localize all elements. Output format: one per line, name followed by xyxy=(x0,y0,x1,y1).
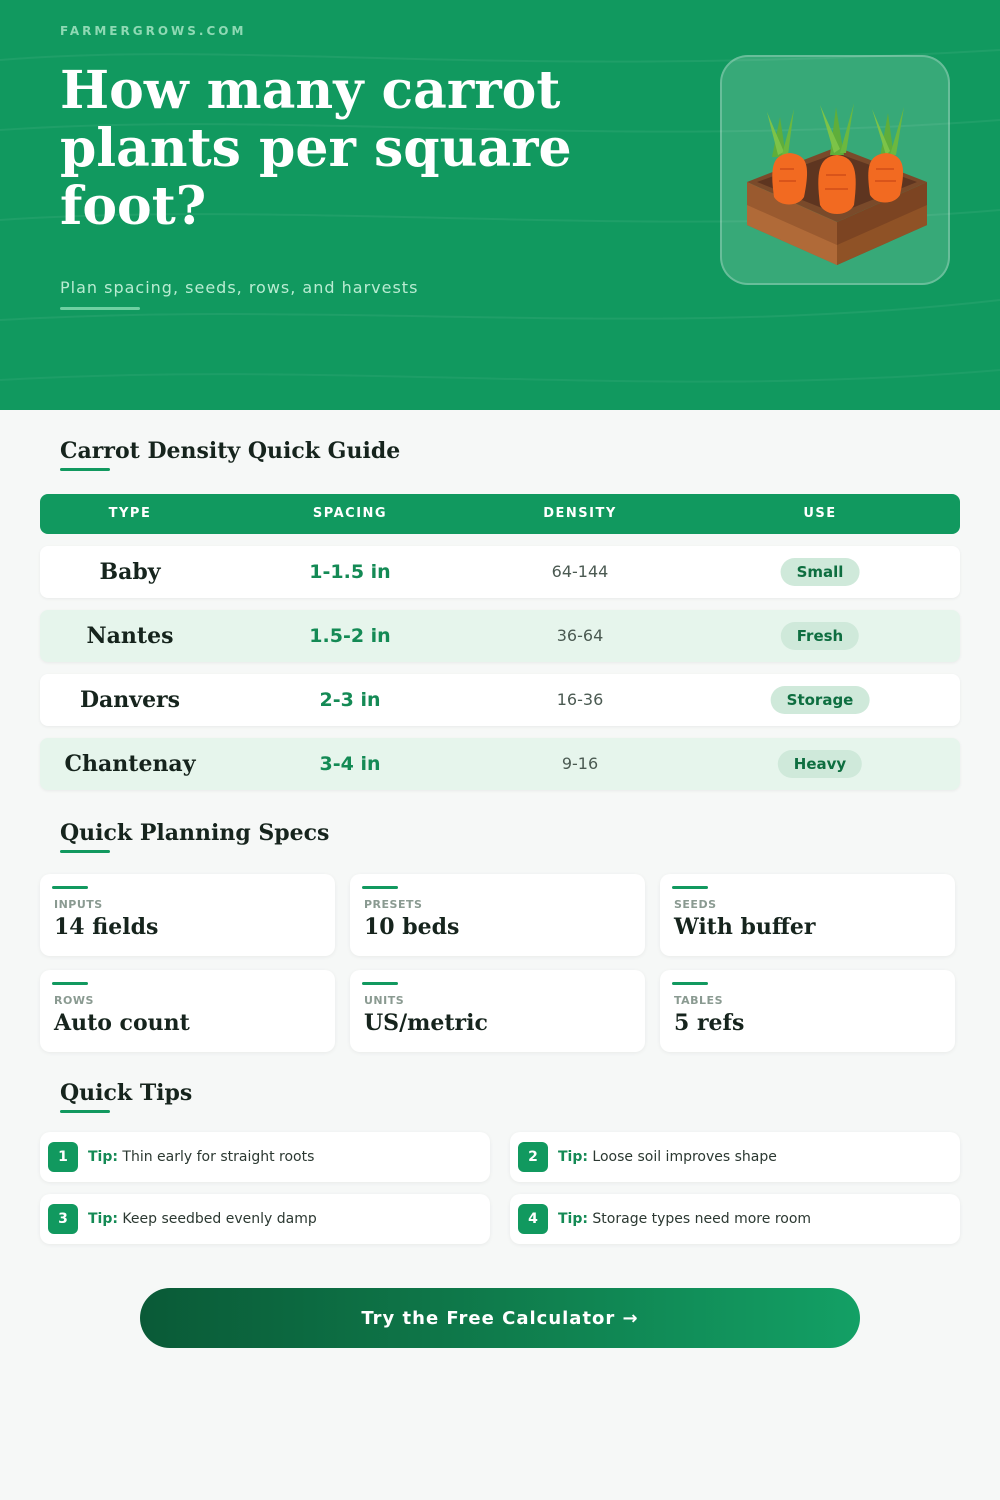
tip-card xyxy=(510,1132,960,1182)
specs-title: Quick Planning Specs xyxy=(60,820,330,846)
spec-label: TABLES xyxy=(674,994,723,1007)
spec-label: UNITS xyxy=(364,994,405,1007)
density-guide-title: Carrot Density Quick Guide xyxy=(60,438,401,464)
row-spacing: 2-3 in xyxy=(319,689,381,711)
tip-body: Loose soil improves shape xyxy=(592,1149,777,1165)
spec-label: INPUTS xyxy=(54,898,103,911)
site-name: FARMERGROWS.COM xyxy=(60,24,247,38)
spec-card-inputs xyxy=(40,874,335,956)
row-density: 64-144 xyxy=(551,562,609,581)
spec-card-seeds xyxy=(660,874,955,956)
spec-label: PRESETS xyxy=(364,898,423,911)
header-use: USE xyxy=(803,506,837,521)
tip-body: Thin early for straight roots xyxy=(122,1149,315,1165)
spec-value: US/metric xyxy=(364,1010,488,1036)
row-spacing: 1-1.5 in xyxy=(309,561,391,583)
spec-accent-bar xyxy=(52,886,88,889)
tip-card xyxy=(40,1194,490,1244)
spec-accent-bar xyxy=(362,886,398,889)
row-use-badge: Heavy xyxy=(778,750,862,778)
density-table-header xyxy=(40,494,960,534)
header-type: TYPE xyxy=(108,506,152,521)
carrot-bed-icon xyxy=(722,57,952,287)
density-guide-underline xyxy=(60,468,110,471)
spec-value: With buffer xyxy=(674,914,816,940)
spec-accent-bar xyxy=(672,886,708,889)
tip-prefix: Tip: xyxy=(88,1149,118,1165)
spec-label: SEEDS xyxy=(674,898,717,911)
row-type: Baby xyxy=(99,559,161,585)
row-spacing: 3-4 in xyxy=(319,753,381,775)
subtitle-underline xyxy=(60,307,140,310)
row-type: Chantenay xyxy=(64,751,196,777)
specs-underline xyxy=(60,850,110,853)
tip-text xyxy=(88,1132,314,1182)
tip-text xyxy=(558,1194,811,1244)
row-density: 9-16 xyxy=(561,754,599,773)
tip-body: Keep seedbed evenly damp xyxy=(122,1211,317,1227)
header-density: DENSITY xyxy=(543,506,617,521)
row-use-badge: Small xyxy=(781,558,860,586)
header-spacing: SPACING xyxy=(312,506,388,521)
table-row xyxy=(40,674,960,726)
tip-card xyxy=(40,1132,490,1182)
try-calculator-button[interactable]: Try the Free Calculator → xyxy=(140,1288,860,1348)
row-use-badge: Fresh xyxy=(781,622,859,650)
spec-value: 5 refs xyxy=(674,1010,745,1036)
row-density: 16-36 xyxy=(556,690,604,709)
spec-card-presets xyxy=(350,874,645,956)
table-row xyxy=(40,610,960,662)
carrot-bed-illustration xyxy=(720,55,950,285)
tip-text xyxy=(88,1194,317,1244)
hero-banner xyxy=(0,0,1000,410)
page-title: How many carrot plants per square foot? xyxy=(60,60,572,237)
spec-card-rows xyxy=(40,970,335,1052)
spec-card-units xyxy=(350,970,645,1052)
spec-card-tables xyxy=(660,970,955,1052)
row-type: Danvers xyxy=(79,687,181,713)
tip-prefix: Tip: xyxy=(88,1211,118,1227)
table-row xyxy=(40,738,960,790)
page-subtitle: Plan spacing, seeds, rows, and harvests xyxy=(60,278,419,297)
spec-value: Auto count xyxy=(54,1010,190,1036)
tip-number-badge: 3 xyxy=(48,1204,78,1234)
tip-body: Storage types need more room xyxy=(592,1211,812,1227)
spec-value: 10 beds xyxy=(364,914,460,940)
row-type: Nantes xyxy=(86,623,174,649)
spec-value: 14 fields xyxy=(54,914,159,940)
spec-accent-bar xyxy=(672,982,708,985)
row-spacing: 1.5-2 in xyxy=(309,625,391,647)
tip-prefix: Tip: xyxy=(558,1211,588,1227)
table-row xyxy=(40,546,960,598)
tip-number-badge: 4 xyxy=(518,1204,548,1234)
tip-number-badge: 1 xyxy=(48,1142,78,1172)
tip-prefix: Tip: xyxy=(558,1149,588,1165)
tip-text xyxy=(558,1132,777,1182)
spec-label: ROWS xyxy=(54,994,94,1007)
spec-accent-bar xyxy=(52,982,88,985)
tips-title: Quick Tips xyxy=(60,1080,193,1106)
row-use-badge: Storage xyxy=(771,686,870,714)
tip-number-badge: 2 xyxy=(518,1142,548,1172)
tip-card xyxy=(510,1194,960,1244)
row-density: 36-64 xyxy=(556,626,604,645)
tips-underline xyxy=(60,1110,110,1113)
spec-accent-bar xyxy=(362,982,398,985)
